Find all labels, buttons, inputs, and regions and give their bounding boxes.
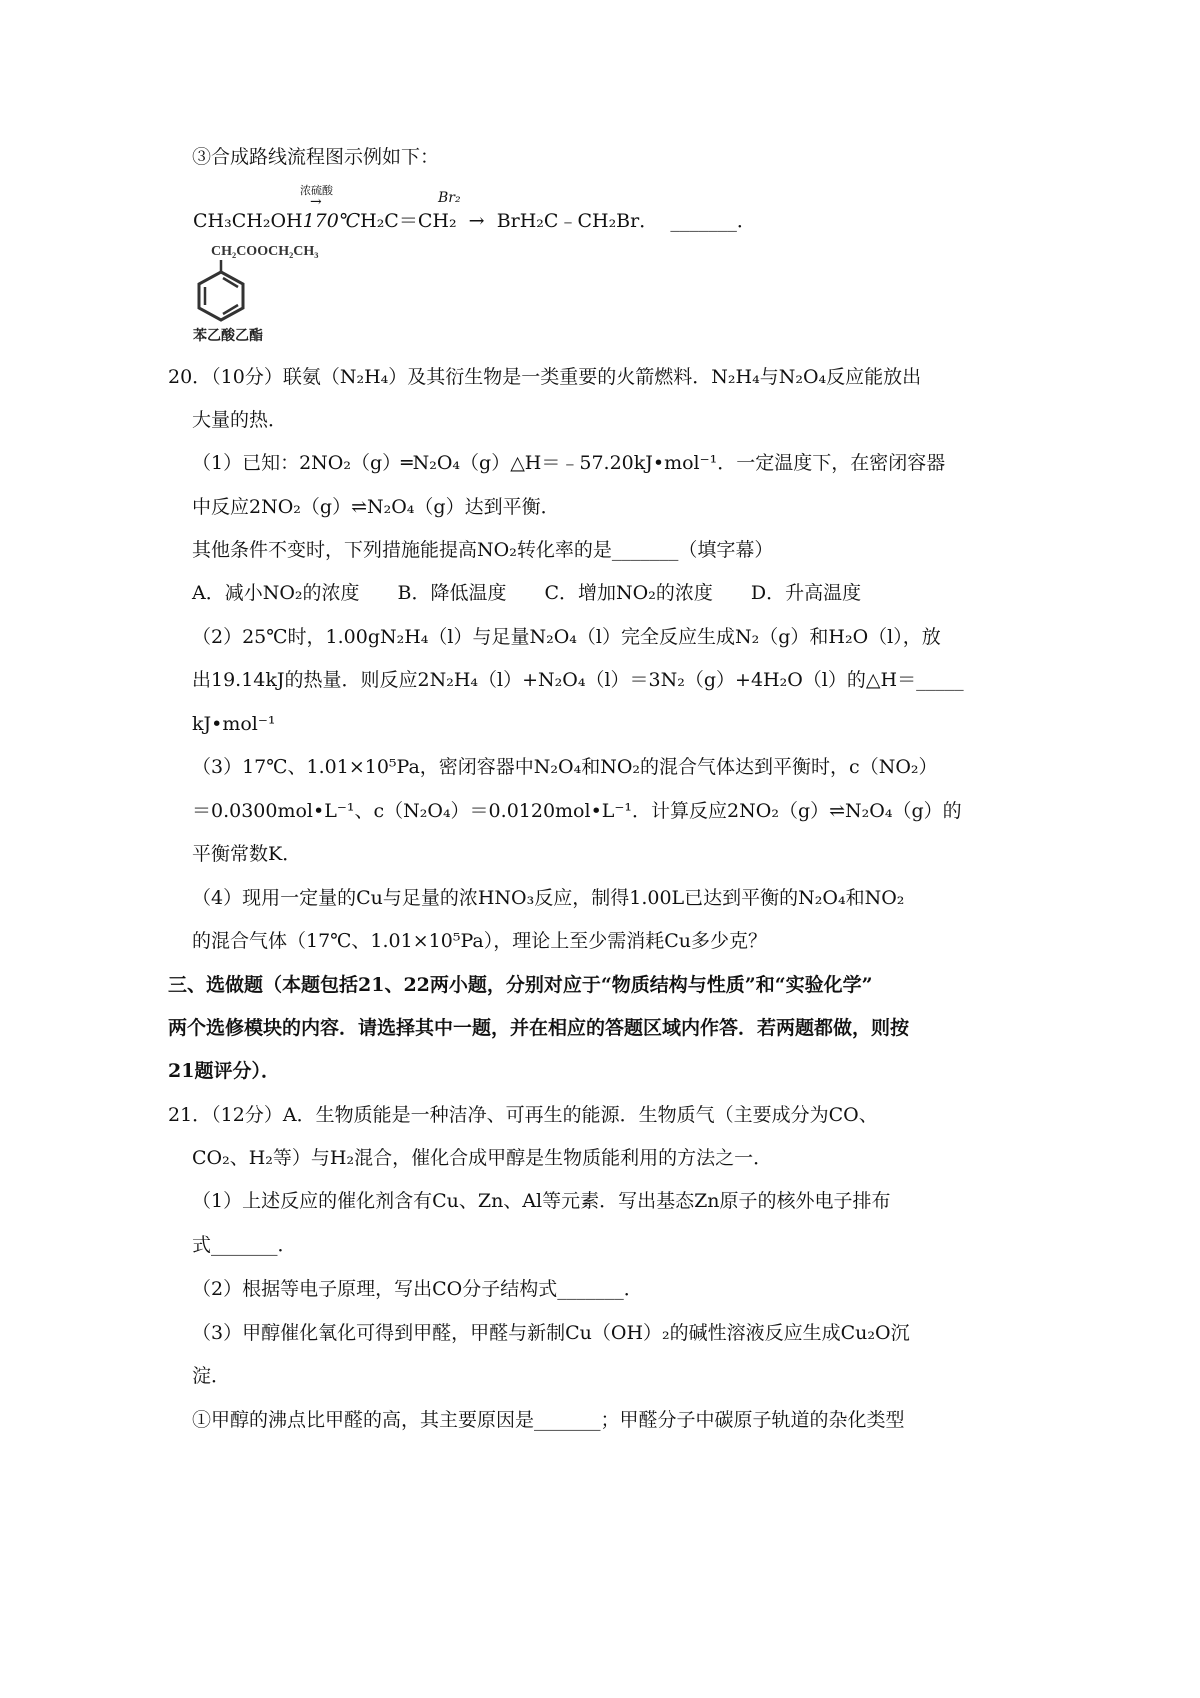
question-20-part-2: （2）25℃时，1.00gN₂H₄（l）与足量N₂O₄（l）完全反应生成N₂（g）和H₂O（l），放 [192, 626, 941, 648]
question-21-part-3-sub-1: ①甲醇的沸点比甲醛的高，其主要原因是_______；甲醛分子中碳原子轨道的杂化类型 [192, 1409, 905, 1431]
reagent-bromine: Br₂ [438, 190, 461, 206]
answer-options: A．减小NO₂的浓度 B．降低温度 C．增加NO₂的浓度 D．升高温度 [192, 582, 862, 604]
question-21-part-2: （2）根据等电子原理，写出CO分子结构式_______． [192, 1278, 643, 1300]
condition-temperature: 170℃ [302, 210, 361, 232]
text-line: 其他条件不变时，下列措施能提高NO₂转化率的是_______（填字幕） [192, 539, 774, 561]
arrow-icon: → [310, 194, 322, 210]
text-line: 大量的热． [192, 409, 288, 431]
question-20-part-1: （1）已知：2NO₂（g）═N₂O₄（g）△H＝﹣57.20kJ•mol⁻¹．一定温度下，在密闭容器 [192, 452, 946, 474]
question-20-part-3: （3）17℃、1.01×10⁵Pa，密闭容器中N₂O₄和NO₂的混合气体达到平衡时，c（NO₂） [192, 756, 938, 778]
question-20-intro: 20．（10分）联氨（N₂H₄）及其衍生物是一类重要的火箭燃料．N₂H₄与N₂O₄反应能放出 [168, 366, 922, 388]
ethyl-phenylacetate-structure [193, 244, 318, 345]
benzene-ring-icon [193, 260, 253, 322]
text-line: 中反应2NO₂（g）⇌N₂O₄（g）达到平衡． [192, 496, 560, 518]
question-21-part-3: （3）甲醇催化氧化可得到甲醛，甲醛与新制Cu（OH）₂的碱性溶液反应生成Cu₂O沉 [192, 1322, 910, 1344]
answer-blank: _______． [670, 210, 756, 232]
question-21-intro: 21．（12分）A．生物质能是一种洁净、可再生的能源．生物质气（主要成分为CO、 [168, 1104, 878, 1126]
structure-name: 苯乙酸乙酯 [193, 328, 263, 344]
structure-formula: CH₂COOCH₂CH₃ [211, 244, 319, 259]
text-line: 式_______． [192, 1234, 297, 1256]
text-line: kJ•mol⁻¹ [192, 713, 276, 735]
section-3-heading: 21题评分）． [168, 1060, 280, 1082]
condition-catalyst: 浓硫酸 [300, 184, 333, 197]
text-line: ＝0.0300mol•L⁻¹、c（N₂O₄）＝0.0120mol•L⁻¹．计算反应2NO₂（g）⇌N₂O₄（g）的 [192, 800, 962, 822]
product: BrH₂C﹣CH₂Br． [496, 210, 659, 232]
text-line: CO₂、H₂等）与H₂混合，催化合成甲醇是生物质能利用的方法之一． [192, 1147, 773, 1169]
text-line: 平衡常数K． [192, 843, 302, 865]
synthesis-route-note: ③合成路线流程图示例如下： [192, 146, 440, 168]
question-20-part-4: （4）现用一定量的Cu与足量的浓HNO₃反应，制得1.00L已达到平衡的N₂O₄和NO₂ [192, 887, 905, 909]
text-line: 的混合气体（17℃、1.01×10⁵Pa），理论上至少需消耗Cu多少克？ [192, 930, 767, 952]
section-3-heading: 两个选修模块的内容．请选择其中一题，并在相应的答题区域内作答．若两题都做，则按 [168, 1017, 910, 1039]
question-21-part-1: （1）上述反应的催化剂含有Cu、Zn、Al等元素．写出基态Zn原子的核外电子排布 [192, 1190, 891, 1212]
text-line: 出19.14kJ的热量．则反应2N₂H₄（l）+N₂O₄（l）＝3N₂（g）+4H₂O（l）的△H＝_____ [192, 669, 964, 691]
arrow-icon: → [468, 210, 485, 232]
text-line: 淀． [192, 1365, 231, 1387]
section-3-heading: 三、选做题（本题包括21、22两小题，分别对应于“物质结构与性质”和“实验化学” [168, 974, 873, 996]
reactant: CH₃CH₂OH [193, 210, 303, 232]
intermediate: H₂C＝CH₂ [360, 210, 457, 232]
